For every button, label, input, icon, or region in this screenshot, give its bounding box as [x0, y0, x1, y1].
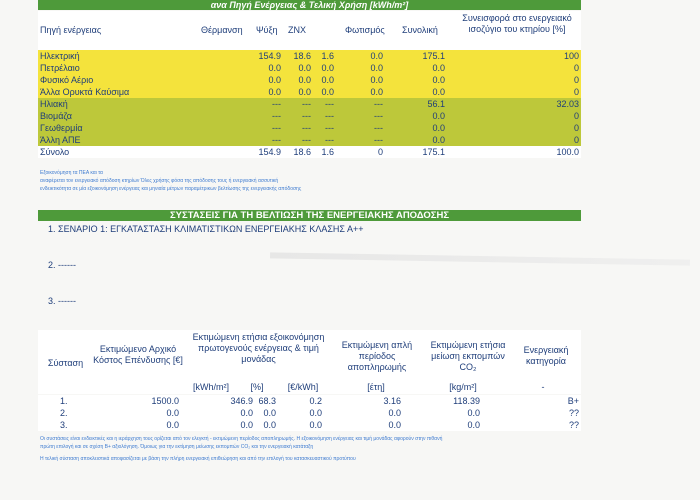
savings-cell-pct: 0.0: [263, 408, 276, 418]
energy-footnote-1: Εξοικονόμηση τα ΠΕΑ και τα: [40, 170, 103, 176]
header-lighting: Φωτισμός: [345, 25, 385, 35]
savings-footnote-2: πρώτη επιλογή και σε σχέση Β+ αξιολόγηση. Όμοιως για την εκτίμηση μείωσης εκπομπών CO₂ και την ενεργειακή κατάταξη: [40, 444, 314, 450]
energy-row: [38, 146, 581, 158]
energy-cell-heating: ---: [272, 135, 281, 145]
savings-row: [38, 419, 581, 431]
energy-row: [38, 134, 581, 146]
energy-cell-dhw: 1.6: [321, 147, 334, 157]
savings-cell-kwh: 0.0: [240, 408, 253, 418]
energy-cell-contribution: 0: [573, 135, 579, 145]
energy-cell-total: 0.0: [432, 87, 445, 97]
t2-header-savings: Εκτιμώμενη ετήσια εξοικονόμηση πρωτογενούς ενέργειας & τιμή μονάδας: [192, 332, 325, 364]
energy-cell-heating: 0.0: [268, 63, 281, 73]
header-source: Πηγή ενέργειας: [40, 25, 102, 35]
energy-cell-lighting: 0.0: [370, 51, 383, 61]
energy-cell-dhw: ---: [325, 123, 334, 133]
energy-cell-dhw: 0.0: [321, 75, 334, 85]
energy-footnote-3: ενδεικτικότητα σε μία εξοικονόμηση ενέργειας και μηνιαία μέτρων παραμέτρικων βελτίωσης της ενεργειακής απόδοσης: [40, 186, 302, 192]
energy-cell-contribution: 0: [573, 87, 579, 97]
energy-row: [38, 86, 581, 98]
energy-cell-lighting: 0: [377, 147, 383, 157]
energy-footnote-2: αναφέρεται τον ενεργειακό απόδοση κτηρίων Όλες χρήσης φόσα της απόδοσης τους ή ενεργειακή ασσυτική: [40, 178, 279, 184]
savings-cell-class: ??: [568, 420, 579, 430]
energy-cell-total: 0.0: [432, 63, 445, 73]
savings-cell-pct: 68.3: [258, 396, 276, 406]
energy-cell-cooling: 18.6: [293, 147, 311, 157]
scenario-3: 3. ------: [48, 296, 76, 306]
energy-cell-name: Ηλιακή: [40, 99, 68, 109]
savings-cell-id: 1.: [60, 396, 68, 406]
savings-cell-co2: 118.39: [453, 396, 480, 406]
energy-table-header: [38, 11, 581, 51]
energy-cell-name: Πετρέλαιο: [40, 63, 80, 73]
energy-cell-name: Ηλεκτρική: [40, 51, 80, 61]
t2-header-cost: Εκτιμώμενο Αρχικό Κόστος Επένδυσης [€]: [93, 344, 183, 365]
energy-row: [38, 110, 581, 122]
energy-cell-total: 0.0: [432, 111, 445, 121]
energy-cell-heating: 154.9: [258, 51, 281, 61]
header-dhw: ZNX: [288, 25, 306, 35]
savings-cell-cost: 0.0: [166, 420, 179, 430]
energy-cell-cooling: ---: [302, 111, 311, 121]
energy-cell-lighting: ---: [374, 135, 383, 145]
energy-cell-heating: ---: [272, 123, 281, 133]
savings-cell-kwh: 346.9: [230, 396, 253, 406]
energy-cell-total: 175.1: [422, 51, 445, 61]
energy-cell-dhw: 0.0: [321, 63, 334, 73]
energy-cell-cooling: 0.0: [298, 63, 311, 73]
energy-cell-lighting: ---: [374, 99, 383, 109]
savings-cell-eur: 0.2: [309, 396, 322, 406]
energy-cell-lighting: 0.0: [370, 75, 383, 85]
savings-cell-years: 3.16: [383, 396, 401, 406]
energy-cell-heating: ---: [272, 111, 281, 121]
t2-header-recommendation: Σύσταση: [47, 358, 84, 368]
t2-unit-class: -: [541, 382, 545, 392]
energy-cell-name: Άλλη ΑΠΕ: [40, 135, 81, 145]
t2-header-class: Ενεργειακή κατηγορία: [523, 345, 569, 366]
savings-cell-cost: 1500.0: [151, 396, 179, 406]
savings-cell-class: ??: [568, 408, 579, 418]
savings-cell-co2: 0.0: [467, 420, 480, 430]
savings-cell-years: 0.0: [388, 420, 401, 430]
energy-cell-name: Βιομάζα: [40, 111, 72, 121]
energy-cell-heating: ---: [272, 99, 281, 109]
header-cooling: Ψύξη: [256, 25, 278, 35]
energy-cell-cooling: 18.6: [293, 51, 311, 61]
savings-row: [38, 407, 581, 419]
energy-cell-contribution: 32.03: [556, 99, 579, 109]
energy-cell-contribution: 0: [573, 63, 579, 73]
t2-unit-eur-kwh: [€/kWh]: [287, 382, 319, 392]
energy-cell-cooling: 0.0: [298, 87, 311, 97]
savings-cell-cost: 0.0: [166, 408, 179, 418]
energy-cell-cooling: ---: [302, 123, 311, 133]
scenario-1: 1. ΣΕΝΑΡΙΟ 1: ΕΓΚΑΤΑΣΤΑΣΗ ΚΛΙΜΑΤΙΣΤΙΚΩΝ ΕΝΕΡΓΕΙΑΚΗΣ ΚΛΑΣΗΣ Α++: [48, 224, 364, 234]
savings-row: [38, 395, 581, 407]
energy-row: [38, 74, 581, 86]
energy-cell-dhw: ---: [325, 99, 334, 109]
energy-row: [38, 122, 581, 134]
energy-row: [38, 50, 581, 62]
energy-cell-dhw: ---: [325, 111, 334, 121]
energy-cell-total: 175.1: [422, 147, 445, 157]
energy-cell-name: Άλλα Ορυκτά Καύσιμα: [40, 87, 130, 97]
energy-cell-name: Φυσικό Αέριο: [40, 75, 94, 85]
savings-cell-pct: 0.0: [263, 420, 276, 430]
energy-cell-name: Σύνολο: [40, 147, 70, 157]
energy-cell-dhw: 0.0: [321, 87, 334, 97]
energy-cell-contribution: 0: [573, 111, 579, 121]
energy-row: [38, 98, 581, 110]
t2-unit-kwh: [kWh/m²]: [193, 382, 229, 392]
energy-cell-heating: 0.0: [268, 87, 281, 97]
faded-scan-line: [270, 252, 690, 265]
energy-cell-total: 0.0: [432, 123, 445, 133]
savings-cell-id: 2.: [60, 408, 68, 418]
energy-cell-contribution: 0: [573, 75, 579, 85]
header-heating: Θέρμανση: [201, 25, 243, 35]
savings-cell-kwh: 0.0: [240, 420, 253, 430]
energy-cell-lighting: 0.0: [370, 63, 383, 73]
energy-cell-lighting: ---: [374, 123, 383, 133]
energy-cell-dhw: ---: [325, 135, 334, 145]
energy-cell-heating: 0.0: [268, 75, 281, 85]
savings-cell-class: B+: [567, 396, 579, 406]
t2-header-payback: Εκτιμώμενη απλή περίοδος αποπληρωμής: [341, 340, 413, 372]
energy-table-body: [38, 50, 581, 158]
scenario-2: 2. ------: [48, 260, 76, 270]
savings-cell-id: 3.: [60, 420, 68, 430]
energy-table-title: ανα Πηγή Ενέργειας & Τελική Χρήση [kWh/m²]: [38, 0, 581, 10]
savings-cell-eur: 0.0: [309, 420, 322, 430]
savings-cell-eur: 0.0: [309, 408, 322, 418]
energy-cell-total: 0.0: [432, 75, 445, 85]
energy-cell-lighting: 0.0: [370, 87, 383, 97]
energy-cell-total: 56.1: [427, 99, 445, 109]
savings-table-header: [38, 330, 581, 394]
t2-header-co2: Εκτιμώμενη ετήσια μείωση εκπομπών CO₂: [430, 340, 506, 372]
savings-cell-years: 0.0: [388, 408, 401, 418]
energy-cell-contribution: 100: [563, 51, 579, 61]
header-contribution: Συνεισφορά στο ενεργειακό ισοζύγιο του κτηρίου [%]: [462, 13, 572, 34]
energy-cell-cooling: ---: [302, 135, 311, 145]
t2-unit-kg: [kg/m²]: [449, 382, 477, 392]
energy-row: [38, 62, 581, 74]
savings-cell-co2: 0.0: [467, 408, 480, 418]
energy-cell-dhw: 1.6: [321, 51, 334, 61]
energy-cell-contribution: 0: [573, 123, 579, 133]
energy-cell-cooling: ---: [302, 99, 311, 109]
t2-unit-pct: [%]: [250, 382, 264, 392]
recommendations-title: ΣΥΣΤΑΣΕΙΣ ΓΙΑ ΤΗ ΒΕΛΤΙΩΣΗ ΤΗΣ ΕΝΕΡΓΕΙΑΚΗΣ ΑΠΟΔΟΣΗΣ: [38, 210, 581, 221]
header-total: Συνολική: [402, 25, 438, 35]
savings-table-body: [38, 395, 581, 431]
savings-footnote-3: Η τελική σύσταση αποκλειστικά αποφασίζεται με βάση την πλήρη ενεργειακή επιθεώρηση και από την επιλογή του κατασκευαστικού προτύπου: [40, 456, 356, 462]
t2-unit-years: [έτη]: [367, 382, 385, 392]
energy-cell-contribution: 100.0: [556, 147, 579, 157]
energy-cell-heating: 154.9: [258, 147, 281, 157]
energy-cell-total: 0.0: [432, 135, 445, 145]
savings-footnote-1: Οι συστάσεις είναι ενδεικτικές και η ιεράρχηση τους ορίζεται από τον ελεγκτή - εκτιμώμενη περίοδος αποπληρωμής. Η εξοικονόμηση ενέργειας και τιμή μονάδας αφορούν στην πιθανή: [40, 436, 443, 442]
energy-cell-lighting: ---: [374, 111, 383, 121]
energy-cell-cooling: 0.0: [298, 75, 311, 85]
energy-cell-name: Γεωθερμία: [40, 123, 83, 133]
